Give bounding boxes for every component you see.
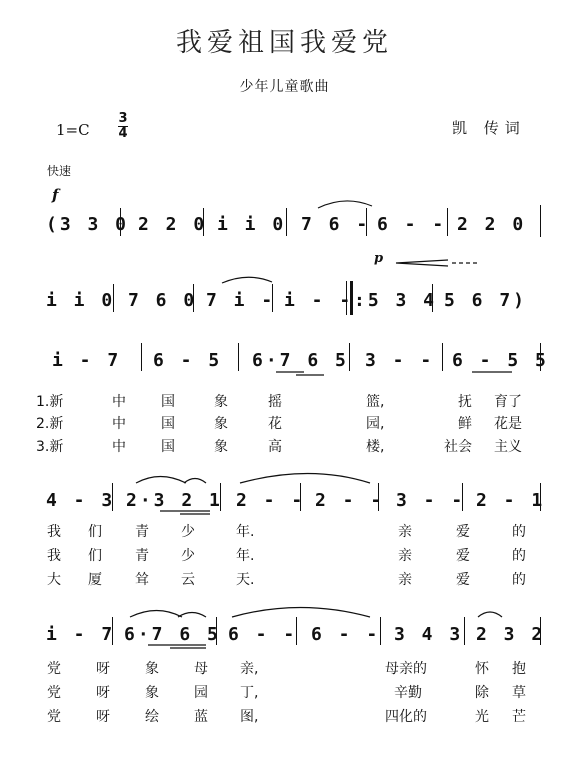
lyric: 中 [112, 416, 126, 432]
lyric: 除 [475, 685, 489, 701]
lyric: 爱 [456, 524, 470, 540]
lyric: 亲 [398, 572, 412, 588]
lyric: 呀 [96, 661, 110, 677]
lyric: 楼, [366, 439, 385, 455]
measure: 3 - - [365, 350, 435, 371]
measure: 2 3 2 [476, 624, 546, 645]
lyric: 花 [268, 416, 282, 432]
lyric: 亲 [398, 548, 412, 564]
lyric: 怀 [475, 661, 489, 677]
lyric: 亲, [240, 661, 259, 677]
measure: 6 - 5 [153, 350, 223, 371]
measure: i i 0 [46, 290, 116, 311]
lyric: 青 [135, 548, 149, 564]
lyric: 园 [194, 685, 208, 701]
lyric: 主义 [494, 439, 522, 455]
lyric: 象 [145, 685, 159, 701]
tie-line1 [318, 201, 372, 208]
lyric: 中 [112, 439, 126, 455]
lyric: 的 [512, 524, 526, 540]
lyric: 少 [181, 524, 195, 540]
lyric: 辛勤 [394, 685, 422, 701]
lyric: 党 [47, 709, 61, 725]
measure: i - 7 [52, 350, 122, 371]
song-title: 我爱祖国我爱党 [175, 28, 393, 58]
lyric: 高 [268, 439, 282, 455]
lyric: 象 [214, 394, 228, 410]
measure: 7 i - [206, 290, 276, 311]
measure: (3 3 0 [46, 214, 130, 235]
lyric: 育了 [494, 394, 522, 410]
measure: 2 2 0 [138, 214, 208, 235]
lyric: 天. [236, 572, 255, 588]
meter-top: 3 [118, 111, 128, 126]
measure: 6·7 6 5 [124, 624, 221, 645]
dynamic-forte: f [52, 186, 59, 204]
measure: 4 - 3 [46, 490, 116, 511]
slur-line5a [130, 611, 182, 618]
lyric: 爱 [456, 548, 470, 564]
lyric: 2.新 [36, 416, 64, 432]
lyric: 我 [47, 548, 61, 564]
lyric: 母 [194, 661, 208, 677]
lyric: 国 [161, 439, 175, 455]
lyric: 呀 [96, 709, 110, 725]
lyric: 我 [47, 524, 61, 540]
measure: 7 6 0 [128, 290, 198, 311]
lyric: 大 [47, 572, 61, 588]
measure: i i 0 [217, 214, 287, 235]
measure: 6 - 5 5 [452, 350, 549, 371]
measure: 7 6 - [301, 214, 371, 235]
lyric: 爱 [456, 572, 470, 588]
slur-line4a [136, 477, 186, 484]
lyric: 耸 [135, 572, 149, 588]
lyric: 党 [47, 661, 61, 677]
lyric: 蓝 [194, 709, 208, 725]
measure: 2 2 0 [457, 214, 527, 235]
tempo-marking: 快速 [47, 164, 72, 178]
lyric: 园, [366, 416, 385, 432]
measure: 6 - - [377, 214, 447, 235]
measure: 6 - - [228, 624, 298, 645]
measure: 3 - - [396, 490, 466, 511]
lyric: 呀 [96, 685, 110, 701]
crescendo [396, 260, 448, 266]
slur-line5b [178, 613, 206, 618]
lyric: 们 [88, 548, 102, 564]
measure: i - 7 [46, 624, 116, 645]
tie-line2 [222, 277, 272, 283]
measure: i - - [284, 290, 354, 311]
lyric: 3.新 [36, 439, 64, 455]
measure: 5 6 7) [444, 290, 528, 311]
key-signature: 1=C [56, 121, 90, 139]
measure: 6·7 6 5 [252, 350, 349, 371]
lyric: 象 [214, 416, 228, 432]
meter-bottom: 4 [118, 126, 128, 141]
lyric: 云 [181, 572, 195, 588]
lyric: 象 [214, 439, 228, 455]
lyric: 光 [475, 709, 489, 725]
lyric: 1.新 [36, 394, 64, 410]
song-subtitle: 少年儿童歌曲 [239, 79, 330, 95]
lyric: 抱 [512, 661, 526, 677]
lyric: 青 [135, 524, 149, 540]
lyric: 鲜 [458, 416, 472, 432]
measure: 3 4 3 [394, 624, 464, 645]
measure: 2 - - [236, 490, 306, 511]
lyric: 党 [47, 685, 61, 701]
lyric: 象 [145, 661, 159, 677]
measure: 2 - 1 [476, 490, 546, 511]
lyric: 亲 [398, 524, 412, 540]
lyric: 中 [112, 394, 126, 410]
measure: 2·3 2 1 [126, 490, 223, 511]
lyric: 摇 [268, 394, 282, 410]
lyric: 四化的 [385, 709, 427, 725]
lyric: 篮, [366, 394, 385, 410]
measure: 2 - - [315, 490, 385, 511]
lyric: 抚 [458, 394, 472, 410]
lyricist-credit: 凯 传词 [452, 119, 526, 137]
lyric: 社会 [444, 439, 472, 455]
dynamic-piano: p [374, 251, 384, 266]
measure: :5 3 4 [354, 290, 438, 311]
lyric: 国 [161, 416, 175, 432]
lyric: 厦 [88, 572, 102, 588]
lyric: 花是 [494, 416, 522, 432]
lyric: 少 [181, 548, 195, 564]
tie-line5 [232, 608, 370, 618]
lyric: 的 [512, 572, 526, 588]
lyric: 国 [161, 394, 175, 410]
slur-line5c [478, 612, 502, 617]
measure: 6 - - [311, 624, 381, 645]
lyric: 丁, [240, 685, 259, 701]
tie-line4 [240, 474, 370, 484]
lyric: 图, [240, 709, 259, 725]
lyric: 芒 [512, 709, 526, 725]
lyric: 年. [236, 524, 255, 540]
slur-line4b [184, 479, 206, 484]
lyric: 母亲的 [385, 661, 427, 677]
lyric: 们 [88, 524, 102, 540]
lyric: 绘 [145, 709, 159, 725]
lyric: 年. [236, 548, 255, 564]
lyric: 草 [512, 685, 526, 701]
lyric: 的 [512, 548, 526, 564]
